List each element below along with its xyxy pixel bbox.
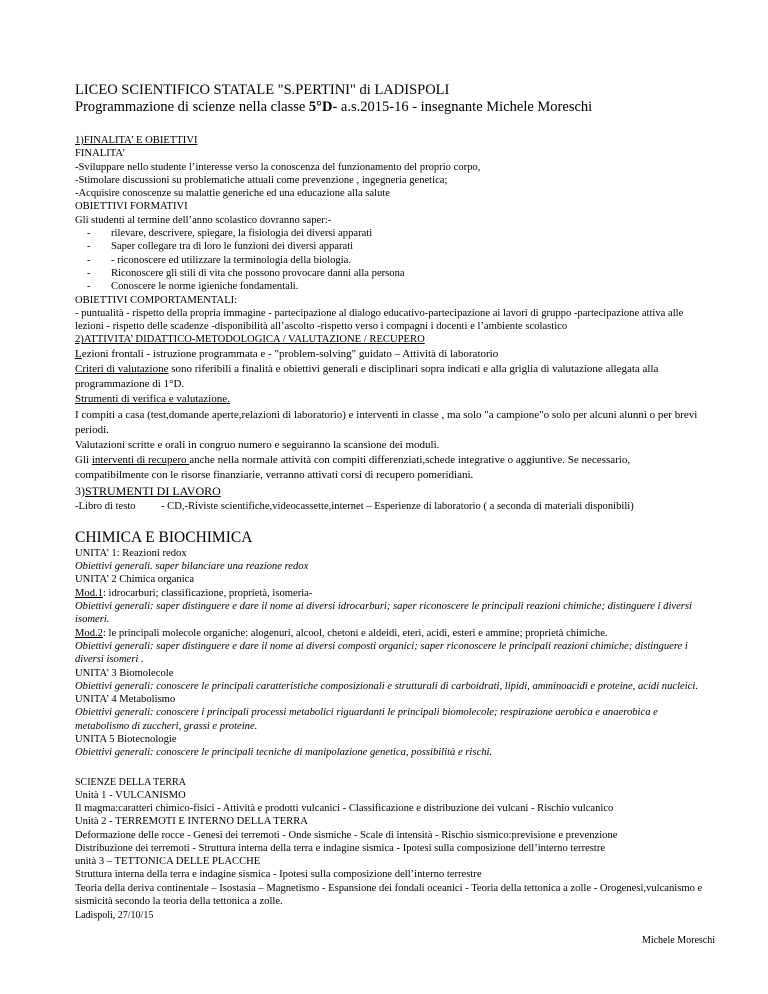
chimica-unit-3: UNITA’ 3 Biomolecole [75, 667, 174, 679]
chimica-unit-2: UNITA’ 2 Chimica organica [75, 574, 195, 586]
chimica-unit-3-obj: Obiettivi generali: conoscere le principali caratteristiche composizionali e strutturali di carboidrati, lipidi, amminoacidi e proteine, acidi nucleici. [75, 680, 698, 692]
compiti-text: I compiti a casa (test,domande aperte,relazioni di laboratorio) e interventi in classe , ma solo "a campione"o solo per alcuni alunni o per brevi periodi. [75, 408, 698, 436]
criteri-text: Criteri di valutazione sono riferibili a finalità e obiettivi generali e disciplinari sopra indicati e alla griglia di valutazione allegata alla programmazione di 1°D. [75, 362, 659, 391]
terra-unit-2-text: Distribuzione dei terremoti - Struttura interna della terra e indagine sismica - Ipotesi sulla composizione dell’interno terrestre [75, 842, 606, 854]
program-subtitle: Programmazione di scienze nella classe 5°D- a.s.2015-16 - insegnante Michele Moreschi [75, 99, 593, 115]
terra-title: SCIENZE DELLA TERRA [75, 776, 186, 788]
section-3-heading: 3)STRUMENTI DI LAVORO [75, 483, 221, 498]
chimica-title: CHIMICA E BIOCHIMICA [75, 528, 253, 546]
chimica-unit-4-obj: Obiettivi generali: conoscere i principali processi metabolici riguardanti le principali biomolecole; respirazione aerobica e anaerobica e metabolismo di zuccheri, grassi e proteine. [75, 707, 658, 732]
formativi-intro: Gli studenti al termine dell’anno scolastico dovranno saper:- [75, 214, 332, 226]
chimica-mod-2-obj: Obiettivi generali: saper distinguere e dare il nome ai diversi composti organici; saper riconoscere le principali reazioni chimiche; distinguere i diversi isomeri . [75, 640, 688, 666]
terra-unit-1: Unità 1 - VULCANISMO [75, 789, 186, 801]
finalita-item: -Sviluppare nello studente l’interesse verso la conoscenza del funzionamento del proprio corpo, [75, 161, 481, 173]
footer-signature: Michele Moreschi [641, 935, 715, 946]
section-finalita-obiettivi [75, 134, 705, 333]
finalita-label: FINALITA’ [75, 148, 126, 160]
formativi-label: OBIETTIVI FORMATIVI [75, 201, 188, 213]
formativi-item: - Riconoscere gli stili di vita che possono provocare danni alla persona [87, 267, 405, 279]
chimica-mod-1: Mod.1: idrocarburi; classificazione, proprietà, isomeria- [75, 587, 313, 599]
terra-unit-3: unità 3 – TETTONICA DELLE PLACCHE [75, 856, 261, 868]
terra-unit-3-text: Struttura interna della terra e indagine sismica - Ipotesi sulla composizione dell’interno terrestre [75, 869, 482, 881]
comportamentali-label: OBIETTIVI COMPORTAMENTALI: [75, 294, 238, 306]
terra-unit-2-text: Deformazione delle rocce - Genesi dei terremoti - Onde sismiche - Scale di intensità - Rischio sismico:previsione e prevenzione [75, 829, 618, 841]
chimica-mod-1-obj: Obiettivi generali: saper distinguere e dare il nome ai diversi idrocarburi; saper riconoscere le principali reazioni chimiche; distinguere i diversi isomeri. [75, 601, 692, 626]
section-chimica [75, 547, 705, 760]
chimica-unit-5: UNITA 5 Biotecnologie [75, 734, 177, 746]
chimica-mod-2: Mod.2: le principali molecole organiche: alogenuri, alcool, chetoni e aldeidi, eteri, acidi, esteri e ammine; proprietà chimiche. [75, 627, 608, 639]
chimica-unit-1-obj: Obiettivi generali. saper bilanciare una reazione redox [75, 561, 309, 573]
strumenti-verifica: Strumenti di verifica e valutazione. [75, 393, 230, 406]
formativi-item: - Saper collegare tra di loro le funzioni dei diversi apparati [87, 241, 354, 253]
strumenti-lavoro-row: -Libro di testo - CD,-Riviste scientifiche,videocassette,internet – Esperienze di laboratorio ( a seconda di materiali disponibili) [75, 500, 634, 512]
chimica-unit-5-obj: Obiettivi generali: conoscere le principali tecniche di manipolazione genetica, possibilità e rischi. [75, 747, 493, 759]
class-label: 5°D [308, 99, 333, 115]
chimica-unit-4: UNITA’ 4 Metabolismo [75, 694, 176, 706]
school-title: LICEO SCIENTIFICO STATALE "S.PERTINI" di LADISPOLI [75, 82, 450, 98]
section-2-heading: 2)ATTIVITA’ DIDATTICO-METODOLOGICA / VALUTAZIONE / RECUPERO [75, 334, 425, 346]
chimica-unit-1: UNITA’ 1: Reazioni redox [75, 547, 187, 559]
section-2-body [75, 347, 705, 484]
section-terra [75, 776, 705, 909]
terra-unit-3-text: Teoria della deriva continentale – Isostasia – Magnetismo - Espansione dei fondali oceanici - Teoria della tettonica a zolle - Orogenesi,vulcanismo e sismicità secondo la teoria della tettonica a zolle. [75, 882, 703, 907]
document-body [75, 82, 705, 908]
section-1-heading: 1)FINALITA’ E OBIETTIVI [75, 135, 198, 146]
comportamentali-text: - puntualità - rispetto della propria immagine - partecipazione al dialogo educativo-partecipazione ai lavori di gruppo -partecipazione attiva alle lezioni - rispetto delle scadenze -disponibilità all’ascolto -rispetto verso i compagni i docenti e l’ambiente scolastico [75, 307, 684, 333]
section-attivita [75, 333, 705, 346]
lezioni-text: Lezioni frontali - istruzione programmata e - "problem-solving" guidato – Attività di laboratorio [75, 347, 499, 360]
valutazioni-text: Valutazioni scritte e orali in congruo numero e seguiranno la scansione dei moduli. [75, 438, 440, 451]
footer-date: Ladispoli, 27/10/15 [75, 910, 154, 921]
terra-unit-1-text: Il magma:caratteri chimico-fisici - Attività e prodotti vulcanici - Classificazione e distribuzione dei vulcani - Rischio vulcanico [75, 802, 614, 814]
formativi-item: - rilevare, descrivere, spiegare, la fisiologia dei diversi apparati [87, 228, 373, 240]
finalita-item: -Stimolare discussioni su problematiche attuali come prevenzione , ingegneria genetica; [75, 174, 448, 186]
formativi-item: - Conoscere le norme igieniche fondamentali. [87, 281, 299, 293]
terra-unit-2: Unità 2 - TERREMOTI E INTERNO DELLA TERRA [75, 816, 308, 828]
formativi-item: - - riconoscere ed utilizzare la terminologia della biologia. [87, 254, 352, 266]
finalita-item: -Acquisire conoscenze su malattie generiche ed una educazione alla salute [75, 188, 391, 200]
recupero-text: Gli interventi di recupero anche nella normale attività con compiti differenziati,schede integrative o aggiuntive. Se necessario, compatibilmente con le risorse finanziarie, verranno attivati corsi di recupero pomeridiani. [75, 454, 631, 482]
